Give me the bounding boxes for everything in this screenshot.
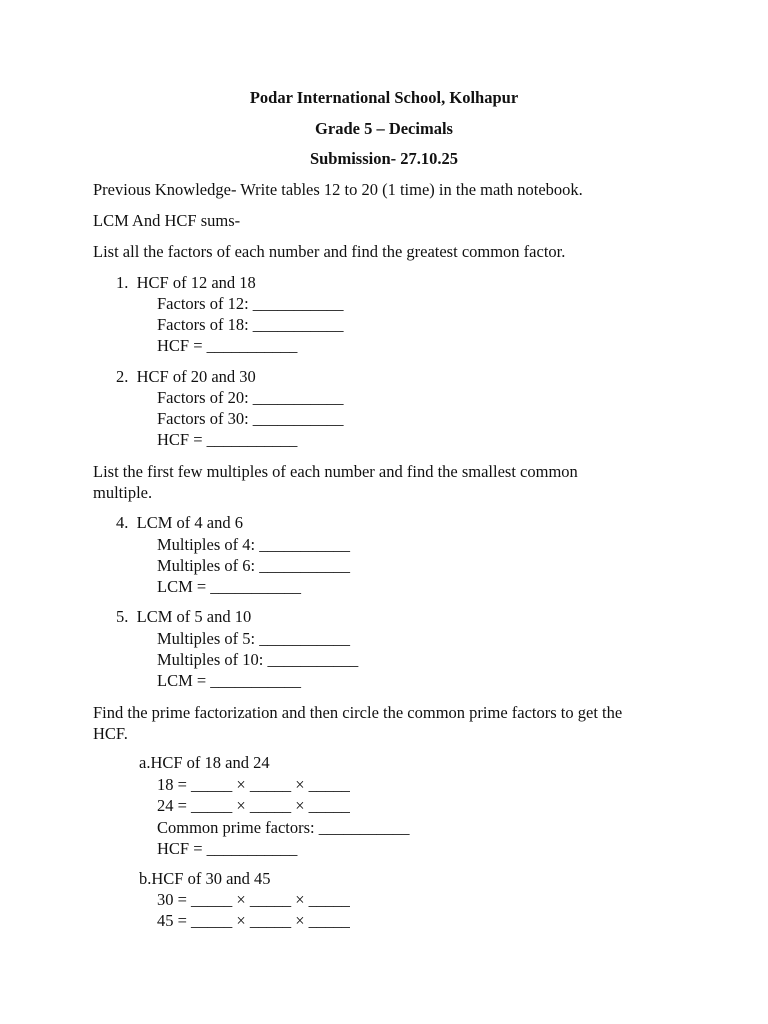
question-title: 2. HCF of 20 and 30 xyxy=(116,367,256,386)
answer-line: 24 = _____ × _____ × _____ xyxy=(157,796,350,815)
answer-line: HCF = ___________ xyxy=(157,336,298,355)
answer-line: Factors of 18: ___________ xyxy=(157,315,344,334)
answer-line: 18 = _____ × _____ × _____ xyxy=(157,775,350,794)
answer-line: 30 = _____ × _____ × _____ xyxy=(157,890,350,909)
question-title: a.HCF of 18 and 24 xyxy=(139,753,270,772)
grade-title: Grade 5 – Decimals xyxy=(315,119,453,138)
question-title: b.HCF of 30 and 45 xyxy=(139,869,271,888)
answer-line: Factors of 12: ___________ xyxy=(157,294,344,313)
question-title: 1. HCF of 12 and 18 xyxy=(116,273,256,292)
answer-line: LCM = ___________ xyxy=(157,671,302,690)
answer-line: LCM = ___________ xyxy=(157,577,302,596)
answer-line: Multiples of 6: ___________ xyxy=(157,556,350,575)
multiples-instruction-line1: List the first few multiples of each number and find the smallest common xyxy=(93,462,578,481)
factors-instruction: List all the factors of each number and find the greatest common factor. xyxy=(93,242,566,261)
answer-line: Factors of 20: ___________ xyxy=(157,388,344,407)
answer-line: 45 = _____ × _____ × _____ xyxy=(157,911,350,930)
prime-instruction-line1: Find the prime factorization and then circle the common prime factors to get the xyxy=(93,703,623,722)
multiples-instruction-line2: multiple. xyxy=(93,483,153,502)
answer-line: Multiples of 4: ___________ xyxy=(157,535,350,554)
previous-knowledge: Previous Knowledge- Write tables 12 to 20 (1 time) in the math notebook. xyxy=(93,180,583,199)
answer-line: Multiples of 10: ___________ xyxy=(157,650,359,669)
school-name: Podar International School, Kolhapur xyxy=(249,88,519,107)
prime-instruction-line2: HCF. xyxy=(93,724,128,743)
question-title: 4. LCM of 4 and 6 xyxy=(116,513,243,532)
answer-line: Factors of 30: ___________ xyxy=(157,409,344,428)
submission-date: Submission- 27.10.25 xyxy=(309,149,459,168)
lcm-hcf-title: LCM And HCF sums- xyxy=(93,211,241,230)
answer-line: Common prime factors: ___________ xyxy=(157,818,410,837)
answer-line: Multiples of 5: ___________ xyxy=(157,629,350,648)
answer-line: HCF = ___________ xyxy=(157,430,298,449)
answer-line: HCF = ___________ xyxy=(157,839,298,858)
question-title: 5. LCM of 5 and 10 xyxy=(116,607,252,626)
